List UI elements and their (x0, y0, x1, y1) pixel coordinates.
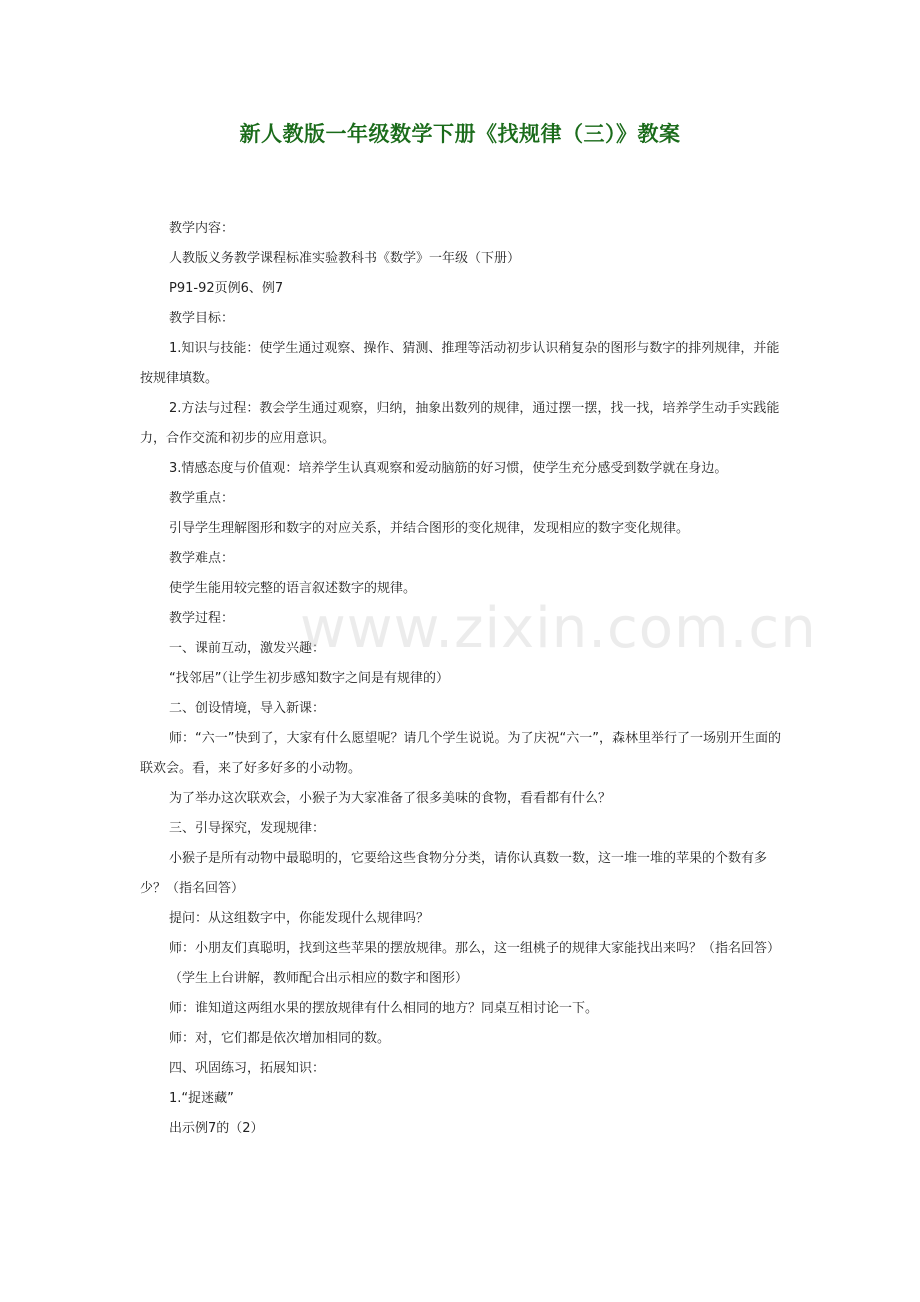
paragraph: 四、巩固练习，拓展知识： (169, 1061, 326, 1076)
paragraph: 教学难点： (169, 551, 235, 566)
paragraph: 小猴子是所有动物中最聪明的，它要给这些食物分分类，请你认真数一数，这一堆一堆的苹果的个数有多少？（指名回答） (140, 851, 768, 896)
paragraph: 为了举办这次联欢会，小猴子为大家准备了很多美味的食物，看看都有什么？ (169, 791, 612, 806)
paragraph: 教学重点： (169, 491, 235, 506)
paragraph: 引导学生理解图形和数字的对应关系，并结合图形的变化规律，发现相应的数字变化规律。 (169, 521, 690, 536)
paragraph: 3.情感态度与价值观：培养学生认真观察和爱动脑筋的好习惯，使学生充分感受到数学就在身边。 (169, 461, 728, 476)
paragraph: 1.知识与技能：使学生通过观察、操作、猜测、推理等活动初步认识稍复杂的图形与数字的排列规律，并能按规律填数。 (140, 341, 780, 386)
paragraph: 2.方法与过程：教会学生通过观察，归纳，抽象出数列的规律，通过摆一摆，找一找，培养学生动手实践能力，合作交流和初步的应用意识。 (140, 401, 780, 446)
paragraph: 师：“六一”快到了，大家有什么愿望呢？请几个学生说说。为了庆祝“六一”，森林里举行了一场别开生面的联欢会。看，来了好多好多的小动物。 (140, 731, 781, 776)
document-body (140, 214, 786, 1144)
paragraph: 人教版义务教学课程标准实验教科书《数学》一年级（下册） (169, 251, 521, 266)
paragraph: 出示例7的（2） (169, 1121, 264, 1136)
paragraph: 师：谁知道这两组水果的摆放规律有什么相同的地方？同桌互相讨论一下。 (169, 1001, 599, 1016)
paragraph: 一、课前互动，激发兴趣： (169, 641, 326, 656)
paragraph: 教学过程： (169, 611, 235, 626)
paragraph: 二、创设情境，导入新课： (169, 701, 326, 716)
paragraph: 师：对，它们都是依次增加相同的数。 (169, 1031, 391, 1046)
watermark: www.zixin.com.cn (300, 596, 817, 661)
paragraph: P91-92页例6、例7 (169, 281, 284, 296)
document-title: 新人教版一年级数学下册《找规律（三）》教案 (239, 122, 681, 146)
paragraph: （学生上台讲解，教师配合出示相应的数字和图形） (169, 971, 469, 986)
paragraph: 提问：从这组数字中，你能发现什么规律吗？ (169, 911, 430, 926)
paragraph: 1.“捉迷藏” (169, 1091, 234, 1106)
paragraph: 教学目标： (169, 311, 235, 326)
paragraph: 教学内容： (169, 221, 235, 236)
paragraph: 使学生能用较完整的语言叙述数字的规律。 (169, 581, 417, 596)
paragraph: 师：小朋友们真聪明，找到这些苹果的摆放规律。那么，这一组桃子的规律大家能找出来吗？（指名回答） (169, 941, 781, 956)
paragraph: “找邻居”（让学生初步感知数字之间是有规律的） (169, 671, 449, 686)
paragraph: 三、引导探究，发现规律： (169, 821, 326, 836)
